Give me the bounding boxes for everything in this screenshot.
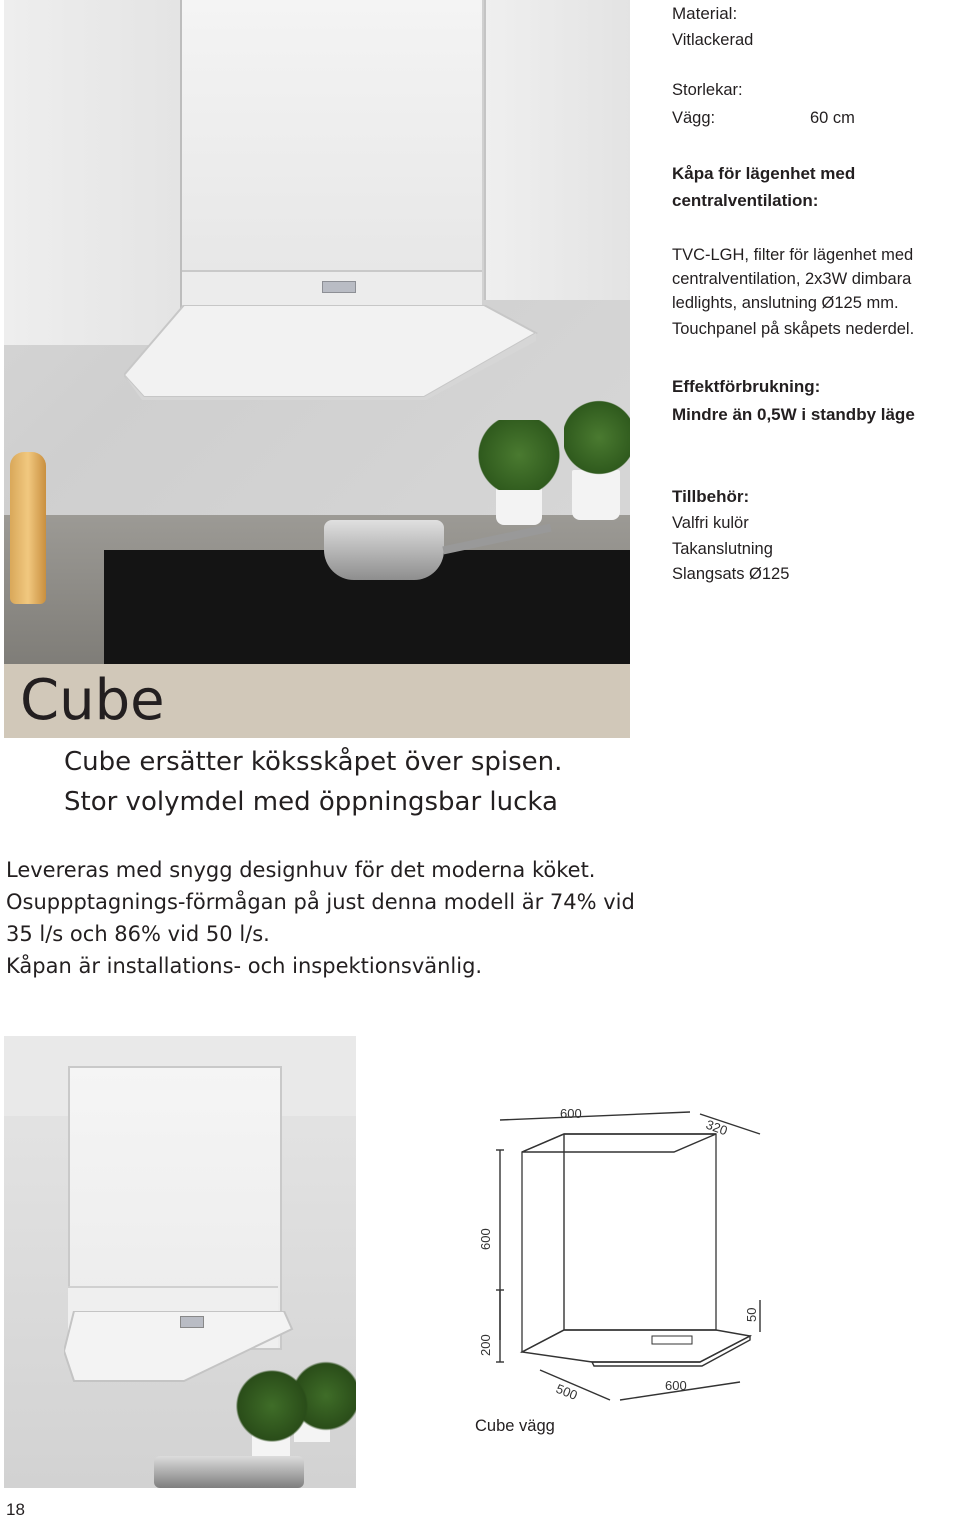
- dimension-label: 600: [560, 1106, 582, 1121]
- dimension-label: 500: [553, 1380, 580, 1403]
- saucepan: [324, 520, 444, 580]
- wall-label: Vägg:: [672, 109, 716, 127]
- dimension-label: 600: [478, 1228, 493, 1250]
- dimension-label: 600: [665, 1378, 687, 1393]
- dimension-drawing: [460, 1100, 780, 1420]
- touch-panel: [322, 281, 356, 293]
- material-value: Vitlackerad: [672, 31, 754, 49]
- body-line: Levereras med snygg designhuv för det moderna köket.: [6, 858, 596, 882]
- apartment-heading: Kåpa för lägenhet med: [672, 164, 856, 183]
- saucepan: [154, 1456, 304, 1488]
- apartment-desc-line: TVC-LGH, filter för lägenhet med: [672, 246, 914, 264]
- pepper-mill: [10, 452, 46, 604]
- herb-plants: [236, 1356, 356, 1456]
- cube-hood-cabinet: [182, 0, 482, 272]
- power-label: Effektförbrukning:: [672, 377, 821, 396]
- sizes-label: Storlekar:: [672, 81, 743, 99]
- drawing-caption: Cube vägg: [475, 1417, 555, 1435]
- subtitle-line: Stor volymdel med öppningsbar lucka: [64, 787, 558, 817]
- wall-cabinet-right: [484, 0, 630, 300]
- kitchen-photo-bottom: [4, 1036, 356, 1488]
- kitchen-photo-top: [4, 0, 630, 664]
- subtitle-line: Cube ersätter köksskåpet över spisen.: [64, 747, 563, 777]
- apartment-heading: centralventilation:: [672, 191, 819, 210]
- accessory-item: Takanslutning: [672, 540, 773, 558]
- apartment-desc-line: centralventilation, 2x3W dimbara: [672, 270, 912, 288]
- dimension-label: 50: [744, 1307, 759, 1322]
- herb-plant: [474, 420, 564, 490]
- wall-value: 60 cm: [810, 109, 855, 127]
- body-line: Osuppptagnings-förmågan på just denna modell är 74% vid: [6, 890, 635, 914]
- power-value: Mindre än 0,5W i standby läge: [672, 405, 915, 424]
- body-line: Kåpan är installations- och inspektionsvänlig.: [6, 954, 483, 978]
- body-line: 35 l/s och 86% vid 50 l/s.: [6, 922, 270, 946]
- dimension-label: 200: [478, 1334, 493, 1356]
- accessory-item: Slangsats Ø125: [672, 565, 790, 583]
- wall-cabinet-left: [4, 0, 182, 345]
- material-label: Material:: [672, 4, 738, 23]
- dimension-label: 320: [703, 1116, 730, 1139]
- accessory-item: Valfri kulör: [672, 514, 749, 532]
- accessories-label: Tillbehör:: [672, 487, 750, 506]
- herb-plant: [564, 400, 630, 475]
- plant-pot: [572, 470, 620, 520]
- touch-panel: [180, 1316, 204, 1328]
- page-number: 18: [6, 1500, 25, 1519]
- hood-visor: [124, 305, 544, 400]
- apartment-desc-line: ledlights, anslutning Ø125 mm.: [672, 294, 899, 312]
- product-title: Cube: [20, 668, 165, 733]
- apartment-desc-line: Touchpanel på skåpets nederdel.: [672, 320, 915, 338]
